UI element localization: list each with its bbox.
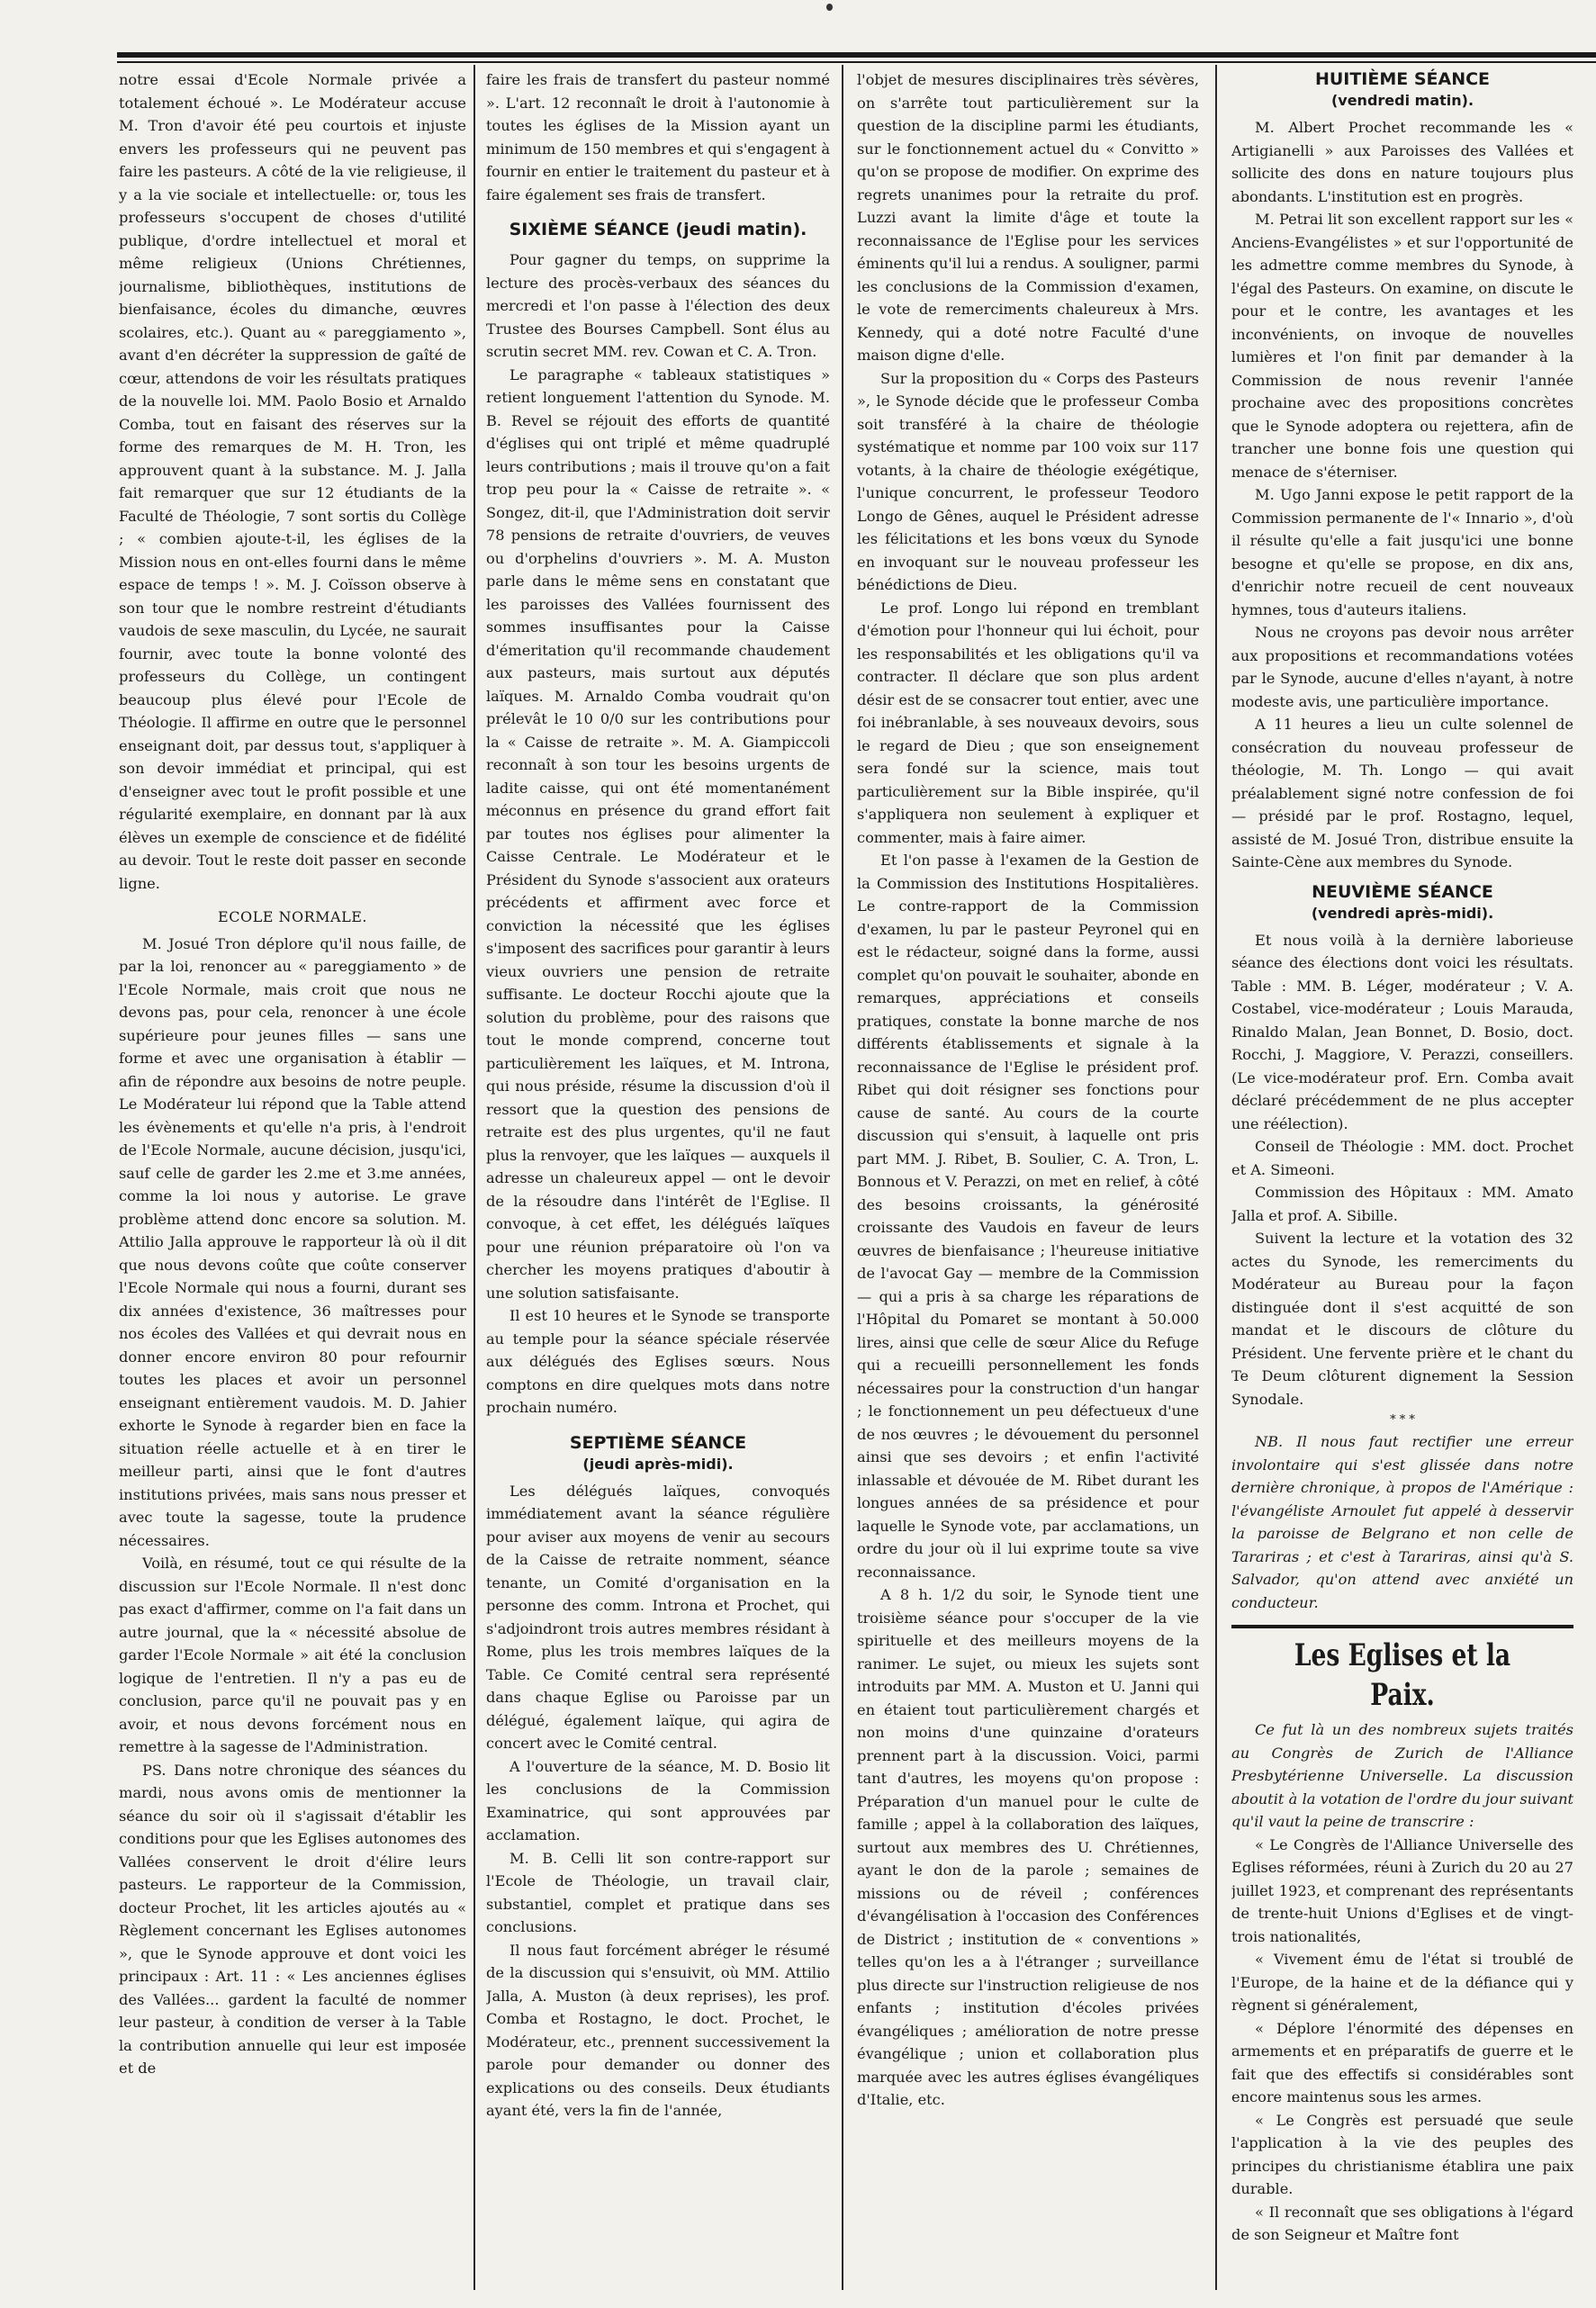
paragraph: Pour gagner du temps, on supprime la lecture des procès-verbaux des séances du mercredi et l'on passe à l'élection des deux Trustee des Bourses Campbell. Sont élus au scrutin secret MM. rev. Cowan et C. A. Tron.	[486, 251, 830, 360]
paragraph: A 8 h. 1/2 du soir, le Synode tient une troisième séance pour s'occuper de la vie spirituelle et des meilleurs moyens de la ranimer. Le sujet, ou mieux les sujets sont introduits par MM. A. Muston et U. Janni qui en étaient tout particulièrement chargés et non moins d'une quinzaine d'orateurs prennent part à la discussion. Voici, parmi tant d'autres, les moyens qu'on propose : Préparation d'un manuel pour le culte de famille ; appel à la collaboration des laïques, surtout aux membres des U. Chrétiennes, ayant le don de la parole ; semaines de missions ou de réveil ; conférences d'évangélisation à l'occasion des Conférences de District ; institution de « conventions » telles qu'on les a à l'étranger ; surveillance plus directe sur l'instruction religieuse de nos enfants ; institution d'écoles privées évangéliques ; amélioration de notre presse évangélique ; union et collaboration plus marquée avec les autres églises évangéliques d'Italie, etc.	[857, 1586, 1199, 2108]
separator-stars: * * *	[1390, 1413, 1415, 1427]
column-4	[1231, 68, 1573, 2281]
paragraph: Sur la proposition du « Corps des Pasteurs », le Synode décide que le professeur Comba soit transféré à la chaire de théologie systématique et nomme par 100 voix sur 117 votants, à la chaire de théologie exégétique, l'unique concurrent, le professeur Teodoro Longo de Gênes, auquel le Président adresse les félicitations et les bons vœux du Synode en invoquant sur le nouveau professeur les bénédictions de Dieu.	[857, 369, 1199, 593]
paragraph: Commission des Hôpitaux : MM. Amato Jalla et prof. A. Sibille.	[1231, 1184, 1573, 1224]
paragraph: faire les frais de transfert du pasteur nommé ». L'art. 12 reconnaît le droit à l'autonomie à toutes les églises de la Mission ayant un minimum de 150 membres et qui s'engagent à fournir en entier le traitement du pasteur et à faire également ses frais de transfert.	[486, 71, 830, 203]
section-heading: SIXIÈME SÉANCE (jeudi matin).	[509, 220, 807, 239]
column-1	[119, 68, 466, 2281]
section-heading: NEUVIÈME SÉANCE	[1312, 881, 1493, 902]
paragraph: M. Albert Prochet recommande les « Artigianelli » aux Paroisses des Vallées et sollicite des dons en nature toujours plus abondants. L'institution est en progrès.	[1231, 119, 1573, 205]
section-heading: ECOLE NORMALE.	[218, 908, 367, 925]
paragraph: « Le Congrès de l'Alliance Universelle des Eglises réformées, réuni à Zurich du 20 au 27 juillet 1923, et comprenant des représentants de trente-huit Unions d'Eglises et de vingt-trois nationalités,	[1231, 1835, 1573, 1945]
paragraph: Nous ne croyons pas devoir nous arrêter aux propositions et recommandations votées par le Synode, aucune d'elles n'ayant, à notre modeste avis, une particulière importance.	[1231, 624, 1573, 710]
article-title: Les Eglises et la Paix.	[1294, 1637, 1511, 1713]
paragraph: M. B. Celli lit son contre-rapport sur l'Ecole de Théologie, un travail clair, substantiel, complet et pratique dans ses conclusions.	[486, 1849, 830, 1935]
paragraph: « Vivement ému de l'état si troublé de l'Europe, de la haine et de la défiance qui y règnent si généralement,	[1231, 1951, 1573, 2014]
section-heading: HUITIÈME SÉANCE	[1314, 69, 1491, 89]
column-divider	[473, 65, 475, 2290]
article-rule	[1231, 1625, 1573, 1628]
paragraph: « Le Congrès est persuadé que seule l'application à la vie des peuples des principes du christianisme établira une paix durable.	[1231, 2111, 1573, 2197]
paragraph: « Déplore l'énormité des dépenses en armements et en préparatifs de guerre et le fait que des effectifs si considérables sont encore maintenus sous les armes.	[1231, 2019, 1573, 2105]
paragraph: notre essai d'Ecole Normale privée a totalement échoué ». Le Modérateur accuse M. Tron d'avoir été peu courtois et injuste envers les professeurs qui ne peuvent pas faire les pasteurs. A côté de la vie religieuse, il y a la vie sociale et intellectuelle: or, tous les professeurs s'occupent de choses d'utilité publique, d'ordre intellectuel et moral et même religieux (Unions Chrétiennes, journalisme, bibliothèques, institutions de bienfaisance, écoles du dimanche, œuvres scolaires, etc.). Quant au « pareggiamento », avant d'en décréter la suppression de gaîté de cœur, attendons de voir les résultats pratiques de la nouvelle loi. MM. Paolo Bosio et Arnaldo Comba, tout en faisant des réserves sur la forme des remarques de M. H. Tron, les approuvent quant à la substance. M. J. Jalla fait remarquer que sur 12 étudiants de la Faculté de Théologie, 7 sont sortis du Collège ; « combien ajoute-t-il, les églises de la Mission nous en ont-elles fourni dans le même espace de temps ! ». M. J. Coïsson observe à son tour que le nombre restreint d'étudiants vaudois de sexe masculin, du Lycée, ne saurait fournir, avec toute la bonne volonté des professeurs du Collège, un contingent beaucoup plus élevé pour l'Ecole de Théologie. Il affirme en outre que le personnel enseignant doit, par dessus tout, s'appliquer à son devoir immédiat et principal, qui est d'enseigner avec tout le profit possible et une régularité exemplaire, en donnant par là aux élèves un exemple de conscience et de fidélité au devoir. Tout le reste doit passer en seconde ligne.	[119, 71, 466, 892]
column-2	[486, 68, 830, 2281]
paragraph: Il est 10 heures et le Synode se transporte au temple pour la séance spéciale réservée aux délégués des Eglises sœurs. Nous comptons en dire quelques mots dans notre prochain numéro.	[486, 1307, 830, 1416]
column-3	[857, 68, 1199, 2281]
column-divider	[842, 65, 843, 2290]
paragraph: M. Ugo Janni expose le petit rapport de la Commission permanente de l'« Innario », d'où il résulte qu'elle a fait jusqu'ici une bonne besogne et qu'elle se propose, en dix ans, d'enrichir notre recueil de cent nouveaux hymnes, tous d'auteurs italiens.	[1231, 486, 1573, 618]
paragraph: PS. Dans notre chronique des séances du mardi, nous avons omis de mentionner la séance du soir où il s'agissait d'établir les conditions pour que les Eglises autonomes des Vallées conservent le droit d'élire leurs pasteurs. Le rapporteur de la Commission, docteur Prochet, lit les articles ajoutés au « Règlement concernant les Eglises autonomes », que le Synode approuve et dont voici les principaux : Art. 11 : « Les anciennes églises des Vallées... gardent la faculté de nommer leur pasteur, à condition de verser à la Table la contribution annuelle qui leur est imposée et de	[119, 1761, 466, 2077]
section-heading: SEPTIÈME SÉANCE	[569, 1432, 747, 1453]
paragraph: A l'ouverture de la séance, M. D. Bosio lit les conclusions de la Commission Examinatrice, qui sont approuvées par acclamation.	[486, 1757, 830, 1844]
paragraph: M. Petrai lit son excellent rapport sur les « Anciens-Evangélistes » et sur l'opportunité de les admettre comme membres du Synode, à l'égal des Pasteurs. On examine, on discute le pour et le contre, les avantages et les inconvénients, on invoque de nouvelles lumières et l'on finit par demander à la Commission de nous revenir l'année prochaine avec des propositions concrètes que le Synode adoptera ou rejettera, afin de trancher une bonne fois une question qui menace de s'éterniser.	[1231, 211, 1573, 481]
paragraph: Le prof. Longo lui répond en tremblant d'émotion pour l'honneur qui lui échoit, pour les responsabilités et les obligations qu'il va contracter. Il déclare que son plus ardent désir est de se consacrer tout entier, avec une foi inébranlable, à ses nouveaux devoirs, sous le regard de Dieu ; que son enseignement sera fondé sur la science, mais tout particulièrement sur la Bible inspirée, qu'il s'appliquera non seulement à expliquer et commenter, mais à faire aimer.	[857, 599, 1199, 846]
paragraph: A 11 heures a lieu un culte solennel de consécration du nouveau professeur de théologie, M. Th. Longo — qui avait préalablement signé notre confession de foi — présidé par le prof. Rostagno, lequel, assisté de M. Josué Tron, distribue ensuite la Sainte-Cène aux membres du Synode.	[1231, 716, 1573, 870]
paragraph: l'objet de mesures disciplinaires très sévères, on s'arrête tout particulièrement sur la question de la discipline parmi les étudiants, sur le fonctionnement actuel du « Convitto » qu'on se propose de modifier. On exprime des regrets unanimes pour la retraite du prof. Luzzi avant la limite d'âge et toute la reconnaissance de l'Eglise pour les services éminents qu'il lui a rendus. A souligner, parmi les conclusions de la Commission d'examen, le vote de remerciments chaleureux à Mrs. Kennedy, qui a doté notre Faculté d'une maison digne d'elle.	[857, 71, 1199, 364]
paragraph: Il nous faut forcément abréger le résumé de la discussion qui s'ensuivit, où MM. Attilio Jalla, A. Muston (à deux reprises), les prof. Comba et Rostagno, le doct. Prochet, le Modérateur, etc., prennent successivement la parole pour demander ou donner des explications ou des conseils. Deux étudiants ayant été, vers la fin de l'année,	[486, 1941, 830, 2119]
section-subheading: (vendredi matin).	[1330, 92, 1474, 109]
paragraph: Et l'on passe à l'examen de la Gestion de la Commission des Institutions Hospitalières. Le contre-rapport de la Commission d'examen, lu par le pasteur Peyronel qui en est le rédacteur, soigné dans la forme, aussi complet qu'on pouvait le souhaiter, abonde en remarques, appréciations et conseils pratiques, constate la bonne marche de nos différents établissements et signale à la reconnaissance de l'Eglise le président prof. Ribet qui doit résigner ses fonctions pour cause de santé. Au cours de la courte discussion qui s'ensuit, à laquelle ont pris part MM. J. Ribet, B. Soulier, C. A. Tron, L. Bonnous et V. Perazzi, on met en relief, à côté des besoins croissants, la générosité croissante des Vaudois en faveur de leurs œuvres de bienfaisance ; l'heureuse initiative de l'avocat Gay — membre de la Commission — qui a pris à sa charge les réparations de l'Hôpital du Pomaret se montant à 50.000 lires, ainsi que celle de sœur Alice du Refuge qui a recueilli personnellement les fonds nécessaires pour la construction d'un hangar ; le fonctionnement un peu défectueux d'une de nos œuvres ; le dévouement du personnel ainsi que ses devoirs ; et enfin l'activité inlassable et dévouée de M. Ribet durant les longues années de sa présidence et pour laquelle le Synode vote, par acclamations, un ordre du jour où il lui exprime toute sa vive reconnaissance.	[857, 852, 1199, 1581]
column-divider	[1215, 65, 1217, 2290]
top-rule	[117, 52, 1596, 58]
section-subheading: (jeudi après-midi).	[582, 1455, 734, 1473]
section-subheading: (vendredi après-midi).	[1311, 904, 1494, 922]
article-intro: Ce fut là un des nombreux sujets traités au Congrès de Zurich de l'Alliance Presbytérienne Universelle. La discussion aboutit à la votation de l'ordre du jour suivant qu'il vaut la peine de transcrire :	[1231, 1721, 1573, 1830]
erratum-note: NB. Il nous faut rectifier une erreur involontaire qui s'est glissée dans notre dernière chronique, à propos de l'Amérique : l'évangéliste Arnoulet fut appelé à desservir la paroisse de Belgrano et non celle de Tarariras ; et c'est à Tarariras, ainsi qu'à S. Salvador, qu'on attend avec anxiété un conducteur.	[1231, 1433, 1573, 1611]
print-mark	[826, 4, 833, 11]
paragraph: Conseil de Théologie : MM. doct. Prochet et A. Simeoni.	[1231, 1138, 1573, 1178]
paragraph: Voilà, en résumé, tout ce qui résulte de la discussion sur l'Ecole Normale. Il n'est donc pas exact d'affirmer, comme on l'a fait dans un autre journal, que la « nécessité absolue de garder l'Ecole Normale » ait été la conclusion logique de l'entretien. Il n'y a pas eu de conclusion, parce qu'il ne pouvait pas y en avoir, et nous devons forcément nous en remettre à la sagesse de l'Administration.	[119, 1555, 466, 1755]
paragraph: Les délégués laïques, convoqués immédiatement avant la séance régulière pour aviser aux moyens de venir au secours de la Caisse de retraite nomment, séance tenante, un Comité d'organisation en la personne des comm. Introna et Prochet, qui s'adjoindront trois autres membres résidant à Rome, plus les trois membres laïques de la Table. Ce Comité central sera représenté dans chaque Eglise ou Paroisse par un délégué, également laïque, qui agira de concert avec le Comité central.	[486, 1482, 830, 1752]
paragraph: Et nous voilà à la dernière laborieuse séance des élections dont voici les résultats. Table : MM. B. Léger, modérateur ; V. A. Costabel, vice-modérateur ; Louis Marauda, Rinaldo Malan, Jean Bonnet, D. Bosio, doct. Rocchi, J. Maggiore, V. Perazzi, conseillers. (Le vice-modérateur prof. Ern. Comba avait déclaré précédemment de ne plus accepter une réélection).	[1231, 931, 1573, 1132]
paragraph: Suivent la lecture et la votation des 32 actes du Synode, les remerciments du Modérateur au Bureau pour la façon distinguée dont il s'est acquitté de son mandat et le discours de clôture du Président. Une fervente prière et le chant du Te Deum clôturent dignement la Session Synodale.	[1231, 1230, 1573, 1408]
paragraph: Le paragraphe « tableaux statistiques » retient longuement l'attention du Synode. M. B. Revel se réjouit des efforts de quantité d'églises qui ont triplé et même quadruplé leurs contributions ; mais il trouve qu'on a fait trop peu pour la « Caisse de retraite ». « Songez, dit-il, que l'Administration doit servir 78 pensions de retraite d'ouvriers, de veuves ou d'orphelins d'ouvriers ». M. A. Muston parle dans le même sens en constatant que les paroisses des Vallées fournissent des sommes insuffisantes pour la Caisse d'émeritation qu'il recommande chaudement aux pasteurs, mais surtout aux députés laïques. M. Arnaldo Comba voudrait qu'on prélevât le 10 0/0 sur les contributions pour la « Caisse de retraite ». M. A. Giampiccoli reconnaît à son tour les besoins urgents de ladite caisse, qui ont été momentanément méconnus en présence du grand effort fait par toutes nos églises pour alimenter la Caisse Centrale. Le Modérateur et le Président du Synode s'associent aux orateurs précédents et affirment avec force et conviction la nécessité que les églises s'imposent des sacrifices pour garantir à leurs vieux ouvriers une pension de retraite suffisante. Le docteur Rocchi ajoute que la solution du problème, pour des raisons que tout le monde comprend, concerne tout particulièrement les laïques, et M. Introna, qui nous préside, résume la discussion d'où il ressort que la question des pensions de retraite est des plus urgentes, qu'il ne faut plus la renvoyer, que les laïques — auxquels il adresse un chaleureux appel — ont le devoir de la résoudre dans l'intérêt de l'Eglise. Il convoque, à cet effet, les délégués laïques pour une réunion préparatoire où l'on va chercher les moyens pratiques d'aboutir à une solution satisfaisante.	[486, 365, 830, 1302]
paragraph: « Il reconnaît que ses obligations à l'égard de son Seigneur et Maître font	[1231, 2203, 1573, 2243]
top-rule-thin	[117, 61, 1596, 63]
paragraph: M. Josué Tron déplore qu'il nous faille, de par la loi, renoncer au « pareggiamento » de l'Ecole Normale, mais croit que nous ne devons pas, pour cela, renoncer à une école supérieure pour jeunes filles — sans une forme et avec une organisation à établir — afin de répondre aux besoins de notre peuple. Le Modérateur lui répond que la Table attend les évènements et qu'elle n'a pris, à l'endroit de l'Ecole Normale, aucune décision, jusqu'ici, sauf celle de garder les 2.me et 3.me années, comme la loi nous y autorise. Le grave problème attend donc encore sa solution. M. Attilio Jalla approuve le rapporteur là où il dit que nous devons coûte que coûte conserver l'Ecole Normale qui nous a fourni, durant ses dix années d'existence, 36 maîtresses pour nos écoles des Vallées et qui devrait nous en donner encore environ 80 pour refournir toutes les places et avoir un personnel enseignant entièrement vaudois. M. D. Jahier exhorte le Synode à regarder bien en face la situation réelle actuelle et à en tirer le meilleur parti, ainsi que le font d'autres institutions privées, mais sans nous presser et avec toute la sagesse, toute la prudence nécessaires.	[119, 934, 466, 1549]
